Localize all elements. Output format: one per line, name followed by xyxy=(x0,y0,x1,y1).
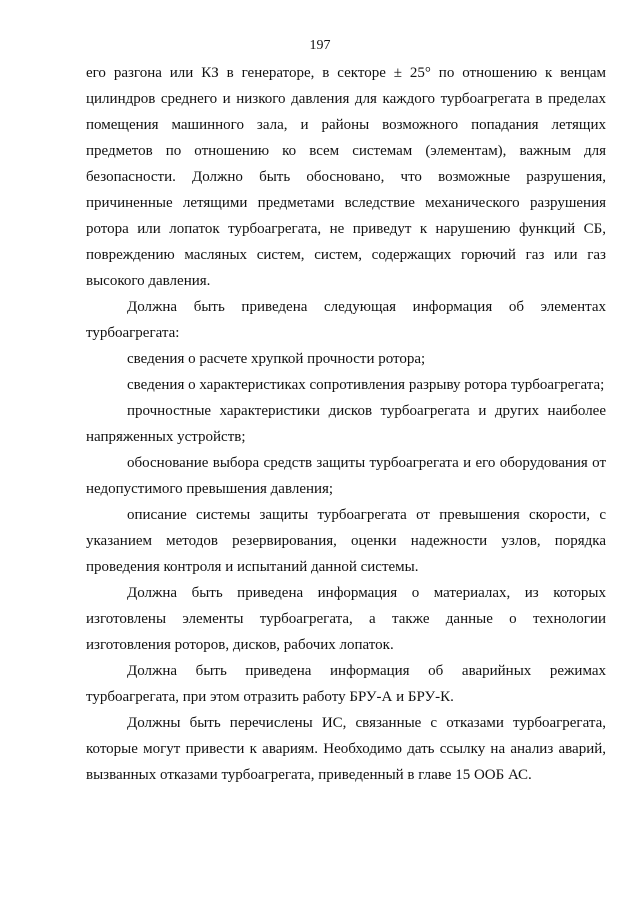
paragraph-emergency-modes: Должна быть приведена информация об аварийных режимах турбоагрегата, при этом отразить работу БРУ-А и БРУ-К. xyxy=(86,663,606,705)
paragraph-rotor-fragments: его разгона или КЗ в генераторе, в секторе ± 25° по отношению к венцам цилиндров среднего и низкого давления для каждого турбоагрегата в пределах помещения машинного зала, и районы возможного попадания летящих предметов по отношению ко всем системам (элементам), важным для безопасности. Должно быть обосновано, что возможные разрушения, причиненные летящими предметами вследствие механического разрушения ротора или лопаток турбоагрегата, не приведут к нарушению функций СБ, повреждению масляных систем, систем, содержащих горючий газ или газ высокого давления. xyxy=(86,65,606,289)
paragraph-materials: Должна быть приведена информация о материалах, из которых изготовлены элементы турбоагрегата, а также данные о технологии изготовления роторов, дисков, рабочих лопаток. xyxy=(86,585,606,653)
list-item-rupture-resistance: сведения о характеристиках сопротивления разрыву ротора турбоагрегата; xyxy=(127,377,605,393)
list-item-overpressure-protection: обоснование выбора средств защиты турбоагрегата и его оборудования от недопустимого превышения давления; xyxy=(86,455,606,497)
list-item-disk-strength: прочностные характеристики дисков турбоагрегата и других наиболее напряженных устройств; xyxy=(86,403,606,445)
paragraph-initiating-events: Должны быть перечислены ИС, связанные с отказами турбоагрегата, которые могут привести к авариям. Необходимо дать ссылку на анализ аварий, вызванных отказами турбоагрегата, приведенный в главе 15 ООБ АС. xyxy=(86,715,606,783)
document-body xyxy=(86,60,606,788)
paragraph-turbine-elements-intro: Должна быть приведена следующая информация об элементах турбоагрегата: xyxy=(86,299,606,341)
page-number: 197 xyxy=(309,38,331,53)
list-item-overspeed-protection: описание системы защиты турбоагрегата от превышения скорости, с указанием методов резервирования, оценки надежности узлов, порядка проведения контроля и испытаний данной системы. xyxy=(86,507,606,575)
list-item-brittle-strength: сведения о расчете хрупкой прочности ротора; xyxy=(127,351,426,367)
